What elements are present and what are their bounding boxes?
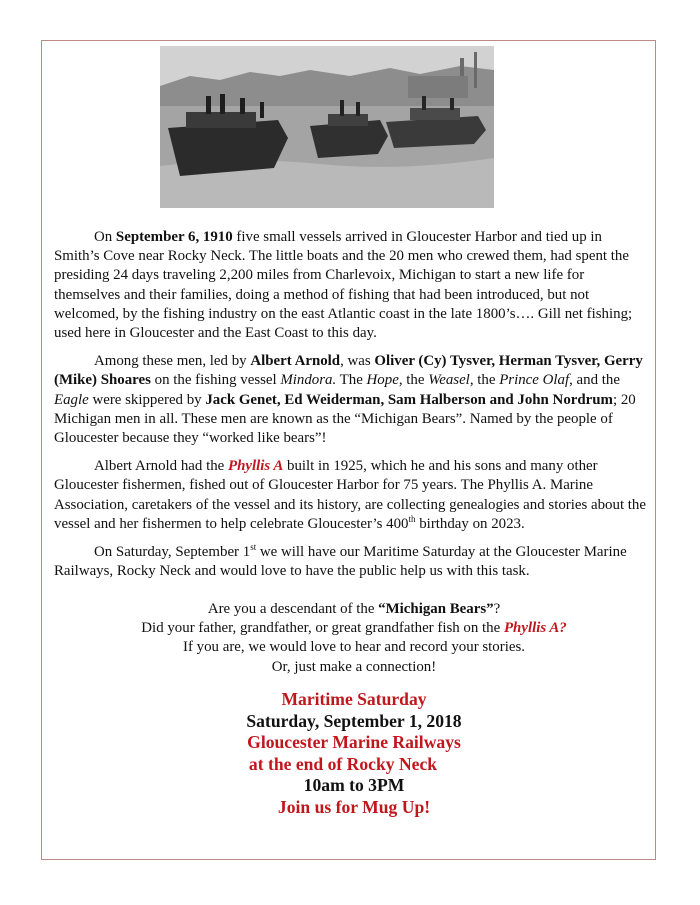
text-run: Albert Arnold had the	[94, 458, 228, 475]
question-stories: If you are, we would love to hear and record your stories.	[183, 639, 525, 656]
paragraph-crew	[54, 352, 646, 448]
vessel-name: Mindora.	[280, 372, 337, 389]
event-block	[54, 689, 654, 819]
text-run: On	[94, 229, 116, 245]
text-run: Did your father, grandfather, or great grandfather fish on the	[141, 620, 504, 637]
text-run: birthday on 2023.	[415, 515, 525, 532]
vessel-name: Weasel	[428, 372, 470, 389]
event-date: Saturday, September 1, 2018	[246, 710, 462, 731]
text-run: , and the	[569, 372, 620, 389]
vessel-name: Eagle	[54, 391, 89, 408]
ordinal-suffix: st	[250, 542, 257, 553]
question-descendant	[54, 600, 654, 619]
text-run: built in 1925, which he and his sons and many other Gloucester fishermen, fished out of Gloucester Harbor for 75 years. The Phyllis A. Marine Association, caretakers of the vessel and its history, are collecting genealogies and stories about the vessel and her fishermen to help celebrate Gloucester’s 400	[54, 458, 646, 532]
leader-name: Albert Arnold	[250, 353, 341, 370]
text-run: The	[336, 372, 367, 389]
question-relative	[54, 619, 654, 638]
event-location: at the end of Rocky Neck	[248, 753, 438, 774]
text-run: ; 20 Michigan men in all. These men are known as the “Michigan Bears”. Named by the people of Gloucester because they “worked like bears”!	[54, 391, 636, 447]
text-run: five small vessels arrived in Gloucester Harbor and tied up in Smith’s Cove near Rocky Neck. The little boats and the 20 men who crewed them, had spent the presiding 24 days traveling 2,200 miles from Charlevoix, Michigan to start a new life for themselves and their families, doing a method of fishing that had been introduced, but not welcomed, by the fishing industry on the east Atlantic coast in the late 1800’s…. Gill net fishing; used here in Gloucester and the East Coast to this day.	[54, 229, 633, 342]
question-connection: Or, just make a connection!	[271, 658, 437, 675]
text-run: , the	[398, 372, 429, 389]
boats-photo	[160, 46, 494, 208]
event-time: 10am to 3PM	[303, 775, 405, 796]
text-run: on the fishing vessel	[150, 372, 281, 389]
ordinal-suffix: th	[408, 513, 416, 524]
paragraph-phyllis	[54, 457, 646, 534]
event-title: Maritime Saturday	[281, 689, 427, 709]
crew-names: Oliver (Cy) Tysver, Herman Tysver, Gerry (Mike) Shoares	[54, 353, 643, 389]
vessel-name: Hope	[366, 372, 399, 389]
paragraph-arrival	[54, 228, 646, 343]
text-run: On Saturday, September 1	[94, 544, 251, 561]
event-cta: Join us for Mug Up!	[277, 796, 431, 817]
story-text	[54, 228, 646, 590]
event-venue: Gloucester Marine Railways	[247, 732, 461, 753]
arrival-date: September 6, 1910	[115, 229, 233, 245]
text-run: were skippered by	[88, 391, 206, 408]
text-run: , was	[340, 353, 375, 370]
skipper-names: Jack Genet, Ed Weiderman, Sam Halberson and John Nordrum	[205, 391, 613, 408]
michigan-bears-label: “Michigan Bears”	[378, 601, 494, 617]
text-run: Are you a descendant of the	[207, 601, 379, 617]
vessel-name-highlight: Phyllis A	[228, 458, 284, 475]
text-run: Among these men, led by	[94, 353, 251, 370]
text-run: ?	[493, 601, 501, 617]
vessel-name-highlight: Phyllis A?	[503, 620, 567, 637]
paragraph-event	[54, 543, 646, 581]
text-run: we will have our Maritime Saturday at the Gloucester Marine Railways, Rocky Neck and would love to have the public help us with this task.	[54, 544, 627, 580]
text-run: , the	[469, 372, 500, 389]
vessel-name: Prince Olaf	[499, 372, 570, 389]
questions-block	[54, 600, 654, 677]
